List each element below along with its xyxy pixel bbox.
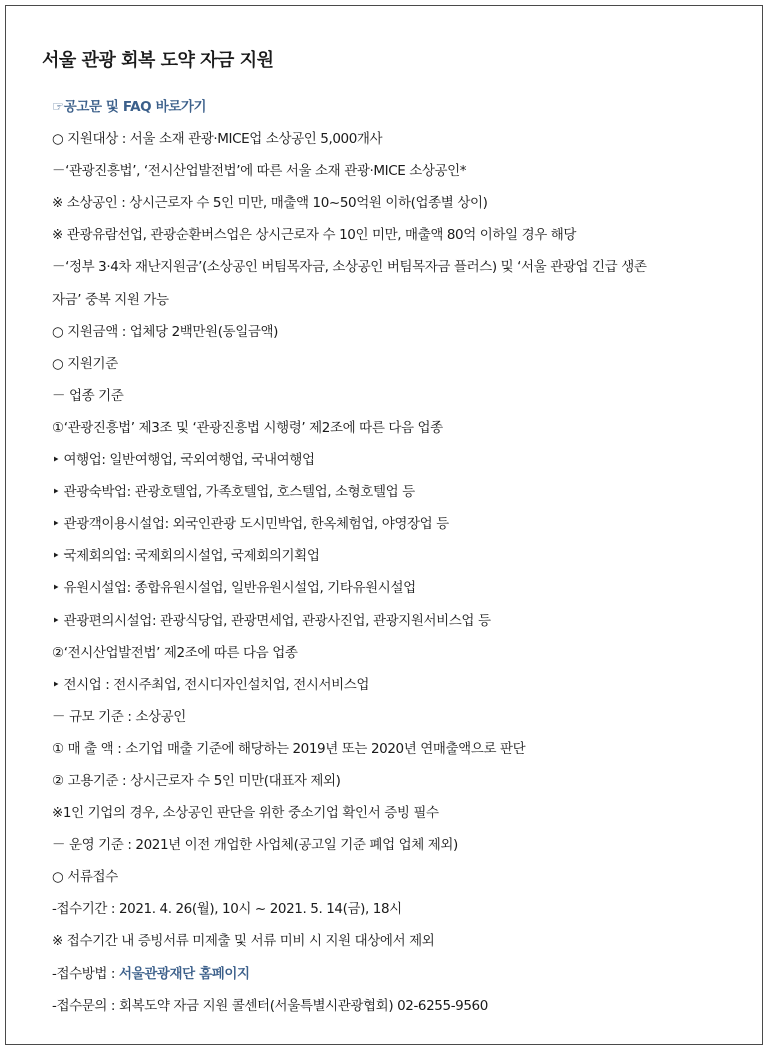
notice-line: ‣ 관광숙박업: 관광호텔업, 가족호텔업, 호스텔업, 소형호텔업 등: [52, 484, 415, 501]
notice-line: ‣ 관광편의시설업: 관광식당업, 관광면세업, 관광사진업, 관광지원서비스업 등: [52, 612, 491, 629]
notice-line: 자금’ 중복 지원 가능: [52, 291, 169, 308]
notice-line: －‘관광진흥법’, ‘전시산업발전법’에 따른 서울 소재 관광·MICE 소상공인*: [52, 163, 467, 180]
notice-line: ○ 지원금액 : 업체당 2백만원(동일금액): [52, 323, 278, 340]
notice-line: ‣ 전시업 : 전시주최업, 전시디자인설치업, 전시서비스업: [52, 676, 370, 693]
page-title: 서울 관광 회복 도약 자금 지원: [42, 50, 274, 71]
notice-line: ※1인 기업의 경우, 소상공인 판단을 위한 중소기업 확인서 증빙 필수: [52, 805, 439, 822]
notice-line: － 업종 기준: [52, 387, 124, 404]
notice-line: -접수기간 : 2021. 4. 26(월), 10시 ~ 2021. 5. 14(금), 18시: [52, 901, 402, 918]
notice-line: ① 매 출 액 : 소기업 매출 기준에 해당하는 2019년 또는 2020년 연매출액으로 판단: [52, 740, 526, 757]
submission-method-label: -접수방법 :: [52, 965, 119, 982]
notice-body: [52, 91, 752, 1022]
notice-line: ② 고용기준 : 상시근로자 수 5인 미만(대표자 제외): [52, 772, 341, 789]
homepage-link[interactable]: 서울관광재단 홈페이지: [118, 965, 250, 982]
notice-line: ②‘전시산업발전법’ 제2조에 따른 다음 업종: [52, 644, 298, 661]
notice-line: ‣ 관광객이용시설업: 외국인관광 도시민박업, 한옥체험업, 야영장업 등: [52, 516, 449, 533]
notice-line: ○ 지원대상 : 서울 소재 관광·MICE업 소상공인 5,000개사: [52, 131, 383, 148]
notice-line: ※ 관광유람선업, 관광순환버스업은 상시근로자 수 10인 미만, 매출액 80억 이하일 경우 해당: [52, 227, 577, 244]
faq-link[interactable]: ☞공고문 및 FAQ 바로가기: [52, 99, 207, 115]
notice-line: ※ 접수기간 내 증빙서류 미제출 및 서류 미비 시 지원 대상에서 제외: [52, 933, 435, 950]
notice-line: ‣ 국제회의업: 국제회의시설업, 국제회의기획업: [52, 548, 320, 565]
contact-line: -접수문의 : 회복도약 자금 지원 콜센터(서울특별시관광협회) 02-6255-9560: [52, 997, 488, 1014]
notice-line: ‣ 여행업: 일반여행업, 국외여행업, 국내여행업: [52, 452, 315, 469]
notice-line: ‣ 유원시설업: 종합유원시설업, 일반유원시설업, 기타유원시설업: [52, 580, 416, 597]
notice-line: ○ 지원기준: [52, 355, 118, 372]
notice-line: ①‘관광진흥법’ 제3조 및 ‘관광진흥법 시행령’ 제2조에 따른 다음 업종: [52, 419, 443, 436]
submission-method: [52, 958, 752, 990]
notice-line: ○ 서류접수: [52, 869, 118, 886]
notice-line: ※ 소상공인 : 상시근로자 수 5인 미만, 매출액 10~50억원 이하(업종별 상이): [52, 195, 488, 212]
content-frame: [5, 5, 763, 1045]
notice-line: － 운영 기준 : 2021년 이전 개업한 사업체(공고일 기준 폐업 업체 제외): [52, 837, 458, 854]
notice-line: － 규모 기준 : 소상공인: [52, 708, 186, 725]
notice-line: －‘정부 3·4차 재난지원금’(소상공인 버팀목자금, 소상공인 버팀목자금 플러스) 및 ‘서울 관광업 긴급 생존: [52, 259, 647, 276]
